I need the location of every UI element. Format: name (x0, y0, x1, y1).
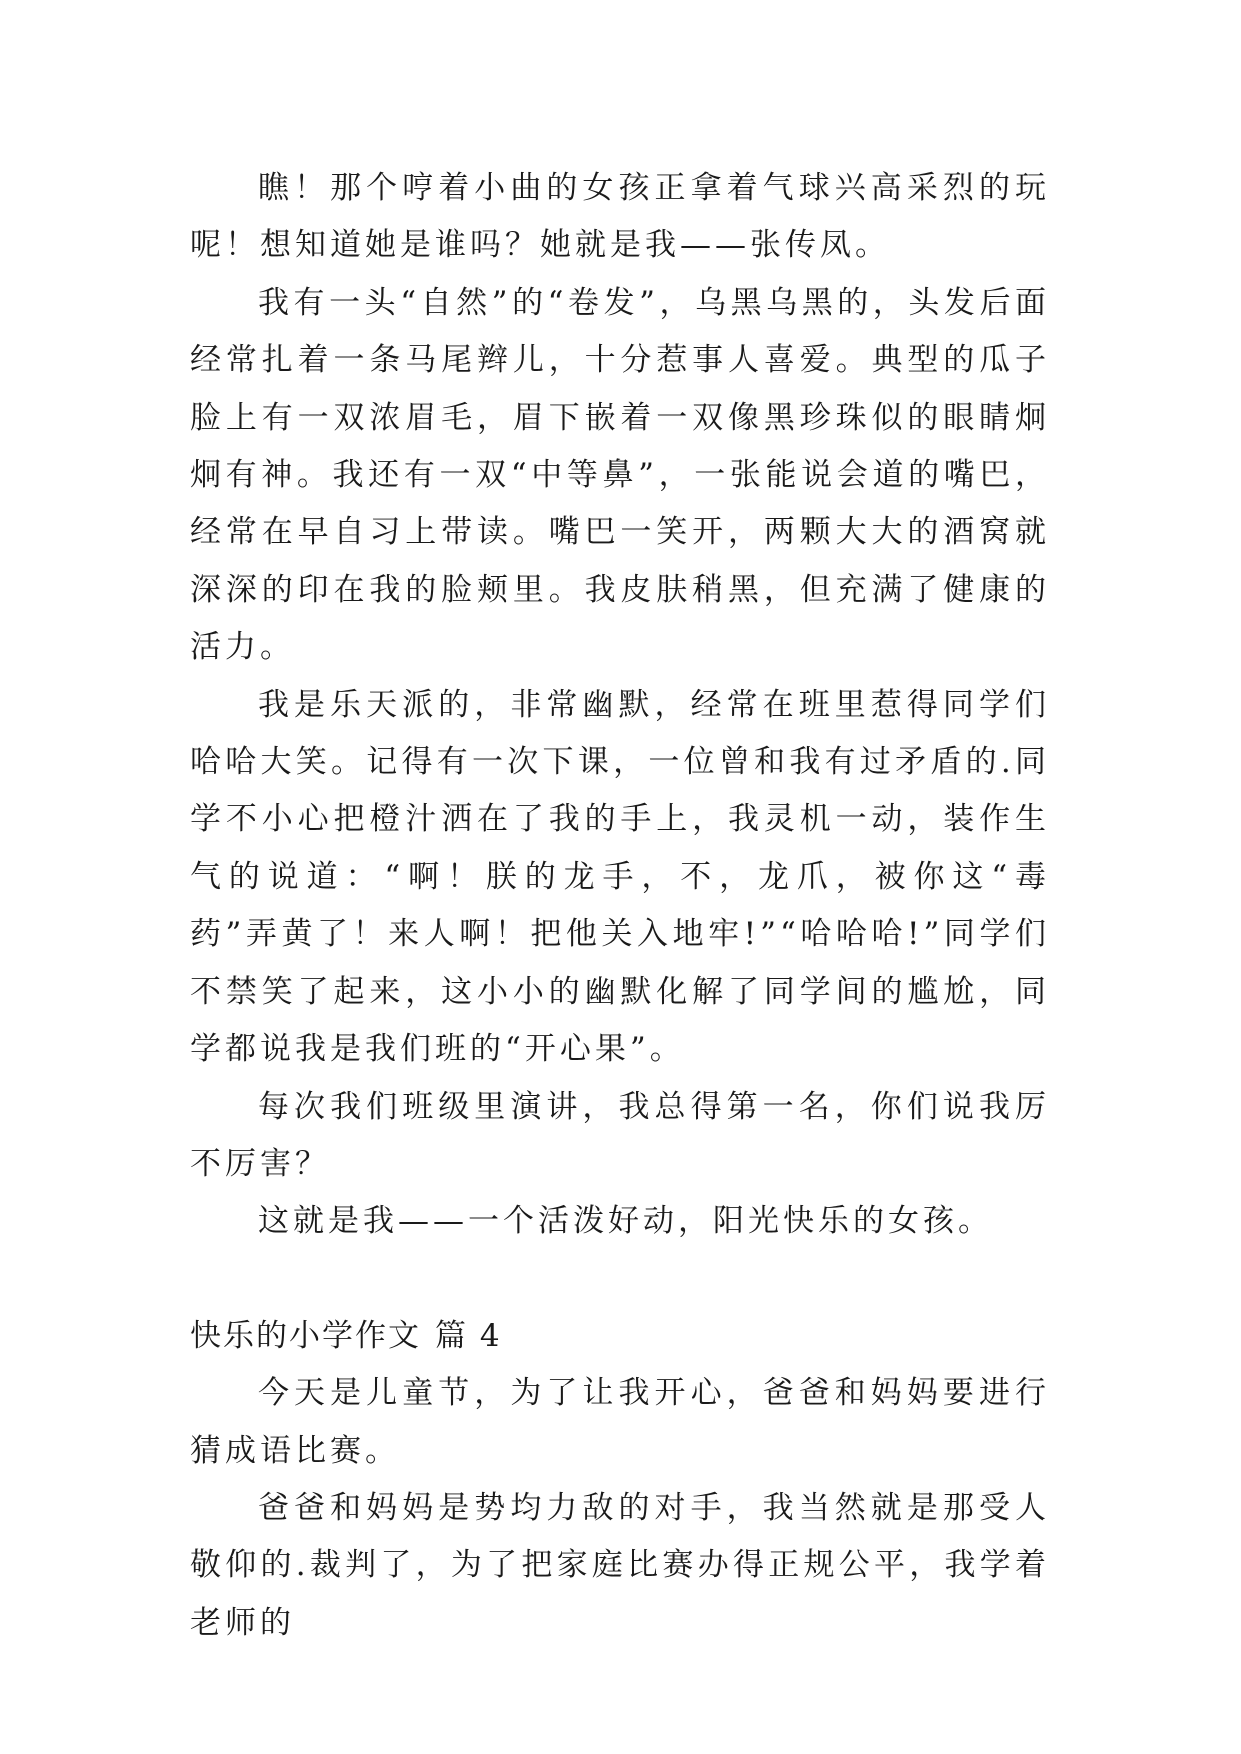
paragraph-personality: 我是乐天派的，非常幽默，经常在班里惹得同学们哈哈大笑。记得有一次下课，一位曾和我有过矛盾的.同学不小心把橙汁洒在了我的手上，我灵机一动，装作生气的说道：“啊！朕的龙手，不，龙爪，被你这“毒药”弄黄了！来人啊！把他关入地牢!”“哈哈哈!”同学们不禁笑了起来，这小小的幽默化解了同学间的尴尬，同学都说我是我们班的“开心果”。 (190, 686, 1050, 1068)
paragraph-conclusion: 这就是我——一个活泼好动，阳光快乐的女孩。 (258, 1203, 993, 1240)
paragraph-intro: 瞧！那个哼着小曲的女孩正拿着气球兴高采烈的玩呢！想知道她是谁吗？她就是我——张传凤。 (190, 170, 1050, 264)
paragraph-referee: 爸爸和妈妈是势均力敌的对手，我当然就是那受人敬仰的.裁判了，为了把家庭比赛办得正规公平，我学着老师的 (190, 1489, 1050, 1641)
section-number: 篇 4 (435, 1317, 502, 1354)
paragraph-speech: 每次我们班级里演讲，我总得第一名，你们说我厉不厉害？ (190, 1088, 1050, 1182)
paragraph-childrens-day: 今天是儿童节，为了让我开心，爸爸和妈妈要进行猜成语比赛。 (190, 1375, 1050, 1469)
document-page (190, 160, 1050, 1652)
paragraph-appearance: 我有一头“自然”的“卷发”，乌黑乌黑的，头发后面经常扎着一条马尾辫儿，十分惹事人喜爱。典型的瓜子脸上有一双浓眉毛，眉下嵌着一双像黑珍珠似的眼睛炯炯有神。我还有一双“中等鼻”，一张能说会道的嘴巴，经常在早自习上带读。嘴巴一笑开，两颗大大的酒窝就深深的印在我的脸颊里。我皮肤稍黑，但充满了健康的活力。 (190, 284, 1050, 666)
section-title: 快乐的小学作文 (190, 1317, 421, 1354)
section-heading (190, 1308, 1050, 1365)
